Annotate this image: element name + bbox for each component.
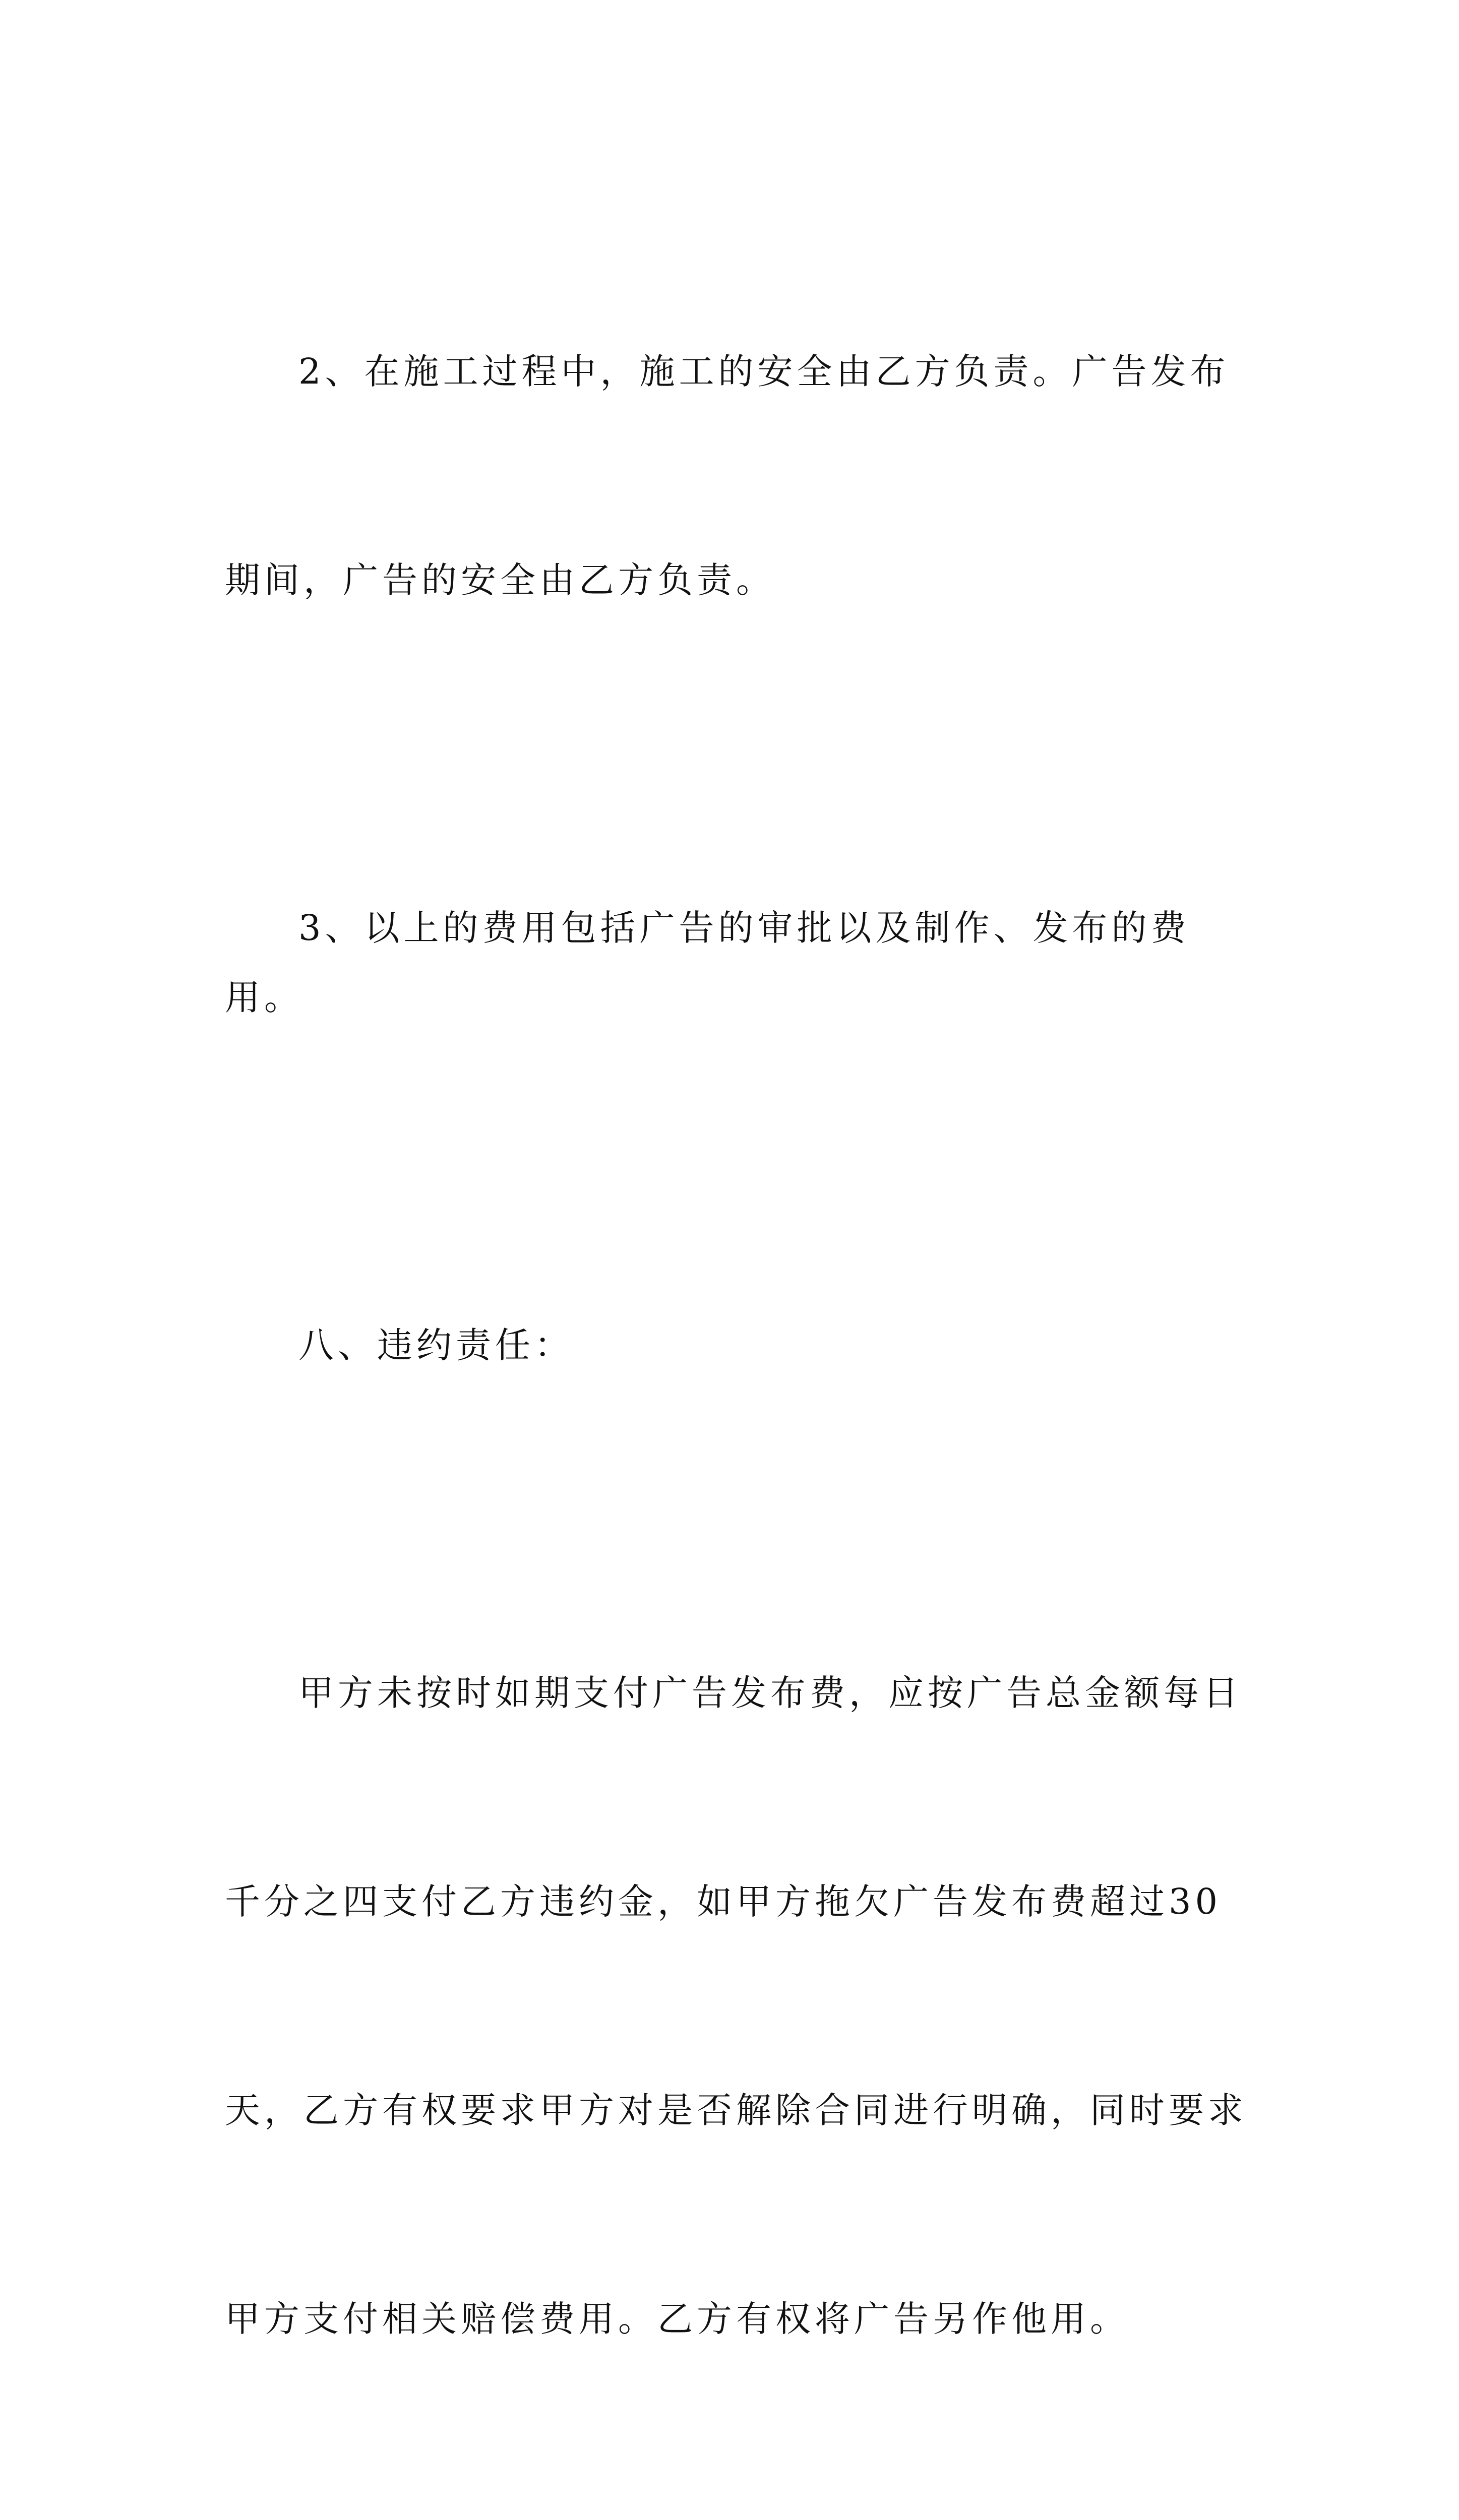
section-heading-force-majeure <box>225 2493 1248 2520</box>
text-line: 3、以上的费用包括广告的审批以及制作、发布的费用。 <box>225 907 1190 1018</box>
text-line: 八、违约责任： <box>298 1325 574 1366</box>
paragraph-safety <box>225 198 1248 754</box>
text-line: 2、在施工过程中，施工的安全由乙方负责。广告发布 <box>298 351 1230 392</box>
text-line: 甲方未按时如期支付广告发布费，应按广告总金额每日 <box>298 1672 1242 1714</box>
text-line: 千分之四支付乙方违约金，如甲方拖欠广告发布费超过30 <box>225 1881 1222 1922</box>
document-page <box>225 198 1248 2520</box>
text-line: 期间，广告的安全由乙方负责。 <box>225 559 775 601</box>
paragraph-breach <box>225 1519 1248 2493</box>
paragraph-fees <box>225 754 1248 1171</box>
text-line: 甲方支付相关赔偿费用。乙方有权将广告另作他用。 <box>225 2298 1129 2340</box>
text-line: 天，乙方有权要求甲方对是否解除合同进行明确，同时要求 <box>225 2090 1247 2131</box>
section-heading-breach <box>225 1171 1248 1519</box>
